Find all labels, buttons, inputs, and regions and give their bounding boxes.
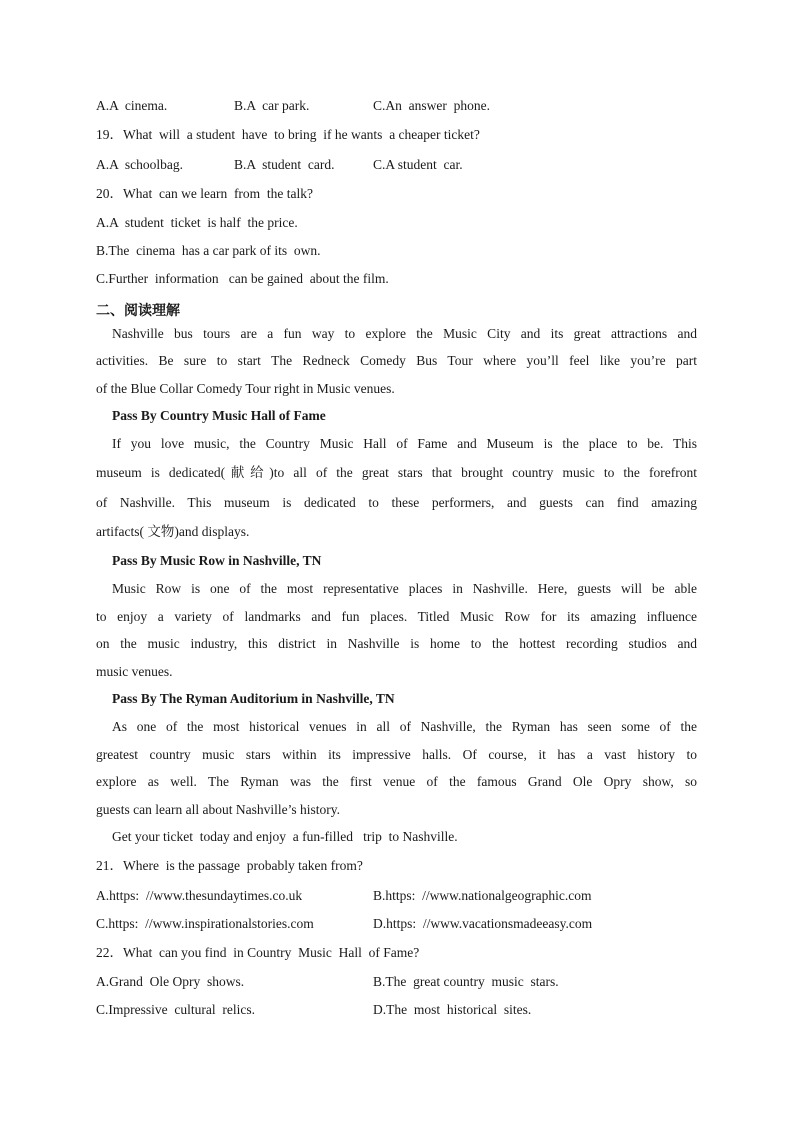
section3-line: As one of the most historical venues in all of Nashville, the Ryman has seen some of the [112,719,697,734]
q18-option-c: C.An answer phone. [373,98,490,113]
q22-option-a: A.Grand Ole Opry shows. [96,974,245,989]
passage-closing: Get your ticket today and enjoy a fun-filled trip to Nashville. [112,829,458,844]
q22-question: 22．What can you find in Country Music Hall of Fame? [96,945,420,960]
section3-line: explore as well. The Ryman was the first venue of the famous Grand Ole Opry show, so [96,774,697,789]
section1-line: If you love music, the Country Music Hall of Fame and Museum is the place to be. This [112,436,697,451]
q20-question: 20．What can we learn from the talk? [96,186,314,201]
section3-line: guests can learn all about Nashville’s history. [96,802,340,817]
q19-question: 19．What will a student have to bring if he wants a cheaper ticket? [96,127,480,142]
q20-option-a: A.A student ticket is half the price. [96,215,298,230]
section2-line: on the music industry, this district in Nashville is home to the hottest recording studios and [96,636,697,651]
section-heading: 二、阅读理解 [96,303,180,319]
passage-intro-line: of the Blue Collar Comedy Tour right in Music venues. [96,381,395,396]
q21-question: 21．Where is the passage probably taken from? [96,858,363,873]
q18-option-b: B.A car park. [234,98,310,113]
q21-option-c: C.https: //www.inspirationalstories.com [96,916,314,931]
section1-line: museum is dedicated(献给)to all of the great stars that brought country music to the forefront [96,465,697,480]
q20-option-b: B.The cinema has a car park of its own. [96,243,321,258]
section2-line: to enjoy a variety of landmarks and fun places. Titled Music Row for its amazing influence [96,609,697,624]
q21-option-b: B.https: //www.nationalgeographic.com [373,888,592,903]
q21-option-a: A.https: //www.thesundaytimes.co.uk [96,888,303,903]
passage-intro-line: activities. Be sure to start The Redneck Comedy Bus Tour where you’ll feel like you’re part [96,353,697,368]
q21-option-d: D.https: //www.vacationsmadeeasy.com [373,916,593,931]
section2-line: Music Row is one of the most representative places in Nashville. Here, guests will be able [112,581,697,596]
q19-option-b: B.A student card. [234,157,335,172]
section1-line: artifacts( 文物)and displays. [96,524,250,539]
section-title-ryman-auditorium: Pass By The Ryman Auditorium in Nashville, TN [112,691,395,706]
section1-line: of Nashville. This museum is dedicated to these performers, and guests can find amazing [96,495,697,510]
section-title-music-row: Pass By Music Row in Nashville, TN [112,553,322,568]
q19-option-c: C.A student car. [373,157,463,172]
section-title-country-music-hall: Pass By Country Music Hall of Fame [112,408,326,423]
q22-option-d: D.The most historical sites. [373,1002,532,1017]
section3-line: greatest country music stars within its impressive halls. Of course, it has a vast history to [96,747,697,762]
section2-line: music venues. [96,664,173,679]
q22-option-c: C.Impressive cultural relics. [96,1002,255,1017]
q18-option-a: A.A cinema. [96,98,168,113]
q20-option-c: C.Further information can be gained about the film. [96,271,389,286]
q22-option-b: B.The great country music stars. [373,974,559,989]
passage-intro-line: Nashville bus tours are a fun way to explore the Music City and its great attractions and [112,326,697,341]
q19-option-a: A.A schoolbag. [96,157,183,172]
